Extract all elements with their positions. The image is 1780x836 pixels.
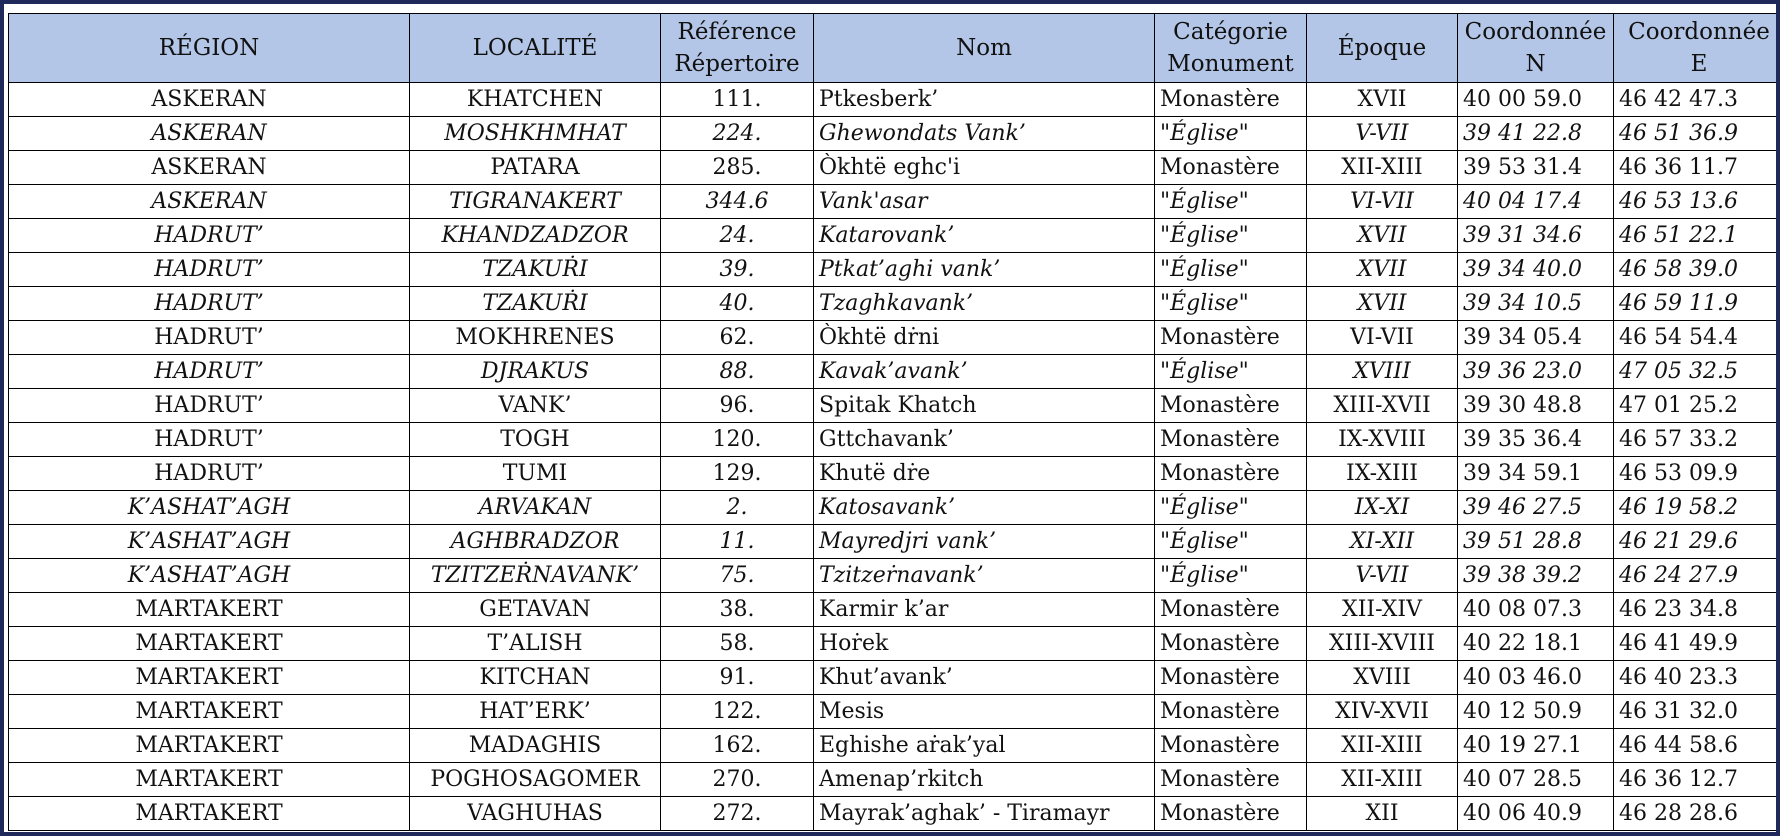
cell-coord-n[interactable]: 39 34 59.1	[1458, 457, 1614, 491]
cell-nom[interactable]: Vank'asar	[814, 185, 1155, 219]
table-row	[9, 695, 1780, 729]
cell-coord-n[interactable]: 40 07 28.5	[1458, 763, 1614, 797]
cell-epoque[interactable]: IX-XVIII	[1307, 423, 1458, 457]
cell-epoque[interactable]: V-VII	[1307, 559, 1458, 593]
cell-nom[interactable]: Gttchavank’	[814, 423, 1155, 457]
cell-coord-e[interactable]: 46 28 28.6	[1614, 797, 1780, 831]
cell-coord-n[interactable]: 39 34 40.0	[1458, 253, 1614, 287]
cell-coord-n[interactable]: 40 00 59.0	[1458, 83, 1614, 117]
cell-localite[interactable]: MADAGHIS	[410, 729, 661, 763]
cell-reference[interactable]: 40.	[661, 287, 814, 321]
cell-localite[interactable]: AGHBRADZOR	[410, 525, 661, 559]
table-row	[9, 83, 1780, 117]
cell-coord-n[interactable]: 39 36 23.0	[1458, 355, 1614, 389]
cell-coord-e[interactable]: 46 36 12.7	[1614, 763, 1780, 797]
cell-reference[interactable]: 39.	[661, 253, 814, 287]
cell-region[interactable]: HADRUT’	[9, 287, 410, 321]
cell-coord-n[interactable]: 40 03 46.0	[1458, 661, 1614, 695]
cell-reference[interactable]: 88.	[661, 355, 814, 389]
table-row	[9, 491, 1780, 525]
cell-epoque[interactable]: XI-XII	[1307, 525, 1458, 559]
cell-coord-e[interactable]: 46 51 22.1	[1614, 219, 1780, 253]
cell-epoque[interactable]: XVII	[1307, 253, 1458, 287]
cell-categorie[interactable]: Monastère	[1155, 457, 1307, 491]
cell-coord-n[interactable]: 39 38 39.2	[1458, 559, 1614, 593]
cell-epoque[interactable]: IX-XIII	[1307, 457, 1458, 491]
cell-reference[interactable]: 11.	[661, 525, 814, 559]
cell-coord-n[interactable]: 40 06 40.9	[1458, 797, 1614, 831]
table-row	[9, 627, 1780, 661]
cell-coord-e[interactable]: 46 31 32.0	[1614, 695, 1780, 729]
cell-localite[interactable]: VANK’	[410, 389, 661, 423]
cell-region[interactable]: MARTAKERT	[9, 661, 410, 695]
cell-region[interactable]: HADRUT’	[9, 355, 410, 389]
cell-epoque[interactable]: XIII-XVIII	[1307, 627, 1458, 661]
cell-coord-n[interactable]: 39 34 10.5	[1458, 287, 1614, 321]
cell-localite[interactable]: DJRAKUS	[410, 355, 661, 389]
table-body	[9, 83, 1780, 831]
cell-categorie[interactable]: "Église"	[1155, 355, 1307, 389]
cell-categorie[interactable]: "Église"	[1155, 117, 1307, 151]
cell-coord-n[interactable]: 39 41 22.8	[1458, 117, 1614, 151]
cell-categorie[interactable]: "Église"	[1155, 253, 1307, 287]
cell-region[interactable]: HADRUT’	[9, 457, 410, 491]
cell-coord-e[interactable]: 46 41 49.9	[1614, 627, 1780, 661]
cell-localite[interactable]: TOGH	[410, 423, 661, 457]
cell-coord-e[interactable]: 46 53 09.9	[1614, 457, 1780, 491]
cell-epoque[interactable]: XVII	[1307, 287, 1458, 321]
cell-nom[interactable]: Katarovank’	[814, 219, 1155, 253]
cell-localite[interactable]: GETAVAN	[410, 593, 661, 627]
cell-reference[interactable]: 62.	[661, 321, 814, 355]
cell-coord-e[interactable]: 46 59 11.9	[1614, 287, 1780, 321]
cell-region[interactable]: ASKERAN	[9, 83, 410, 117]
cell-coord-e[interactable]: 46 36 11.7	[1614, 151, 1780, 185]
cell-coord-e[interactable]: 46 53 13.6	[1614, 185, 1780, 219]
cell-region[interactable]: MARTAKERT	[9, 763, 410, 797]
cell-nom[interactable]: Khutë dṙe	[814, 457, 1155, 491]
table-row	[9, 593, 1780, 627]
table-row	[9, 287, 1780, 321]
cell-epoque[interactable]: XVII	[1307, 219, 1458, 253]
cell-region[interactable]: HADRUT’	[9, 423, 410, 457]
table-row	[9, 253, 1780, 287]
cell-epoque[interactable]: VI-VII	[1307, 185, 1458, 219]
cell-nom[interactable]: Amenap’rkitch	[814, 763, 1155, 797]
cell-localite[interactable]: MOKHRENES	[410, 321, 661, 355]
table-row	[9, 355, 1780, 389]
cell-nom[interactable]: Tzitzeṙnavank’	[814, 559, 1155, 593]
cell-region[interactable]: HADRUT’	[9, 253, 410, 287]
cell-nom[interactable]: Eghishe aṙak’yal	[814, 729, 1155, 763]
table-header	[9, 14, 1780, 83]
cell-nom[interactable]: Mayrak’aghak’ - Tiramayr	[814, 797, 1155, 831]
cell-localite[interactable]: POGHOSAGOMER	[410, 763, 661, 797]
header-nom[interactable]: Nom	[814, 14, 1155, 83]
table-row	[9, 389, 1780, 423]
header-localite[interactable]: LOCALITÉ	[410, 14, 661, 83]
table-row	[9, 457, 1780, 491]
cell-localite[interactable]: TUMI	[410, 457, 661, 491]
cell-reference[interactable]: 120.	[661, 423, 814, 457]
cell-categorie[interactable]: "Église"	[1155, 219, 1307, 253]
cell-localite[interactable]: PATARA	[410, 151, 661, 185]
cell-nom[interactable]: Karmir k’ar	[814, 593, 1155, 627]
cell-coord-e[interactable]: 47 01 25.2	[1614, 389, 1780, 423]
cell-region[interactable]: K’ASHAT’AGH	[9, 559, 410, 593]
cell-categorie[interactable]: "Église"	[1155, 559, 1307, 593]
cell-reference[interactable]: 91.	[661, 661, 814, 695]
cell-categorie[interactable]: Monastère	[1155, 661, 1307, 695]
header-coord-e[interactable]: Coordonnée E	[1614, 14, 1780, 83]
cell-region[interactable]: MARTAKERT	[9, 593, 410, 627]
cell-nom[interactable]: Hoṙek	[814, 627, 1155, 661]
cell-coord-e[interactable]: 46 21 29.6	[1614, 525, 1780, 559]
cell-categorie[interactable]: Monastère	[1155, 423, 1307, 457]
cell-region[interactable]: MARTAKERT	[9, 627, 410, 661]
cell-nom[interactable]: Òkhtë eghc'i	[814, 151, 1155, 185]
cell-coord-n[interactable]: 40 08 07.3	[1458, 593, 1614, 627]
table-row	[9, 661, 1780, 695]
cell-reference[interactable]: 272.	[661, 797, 814, 831]
cell-epoque[interactable]: XII-XIV	[1307, 593, 1458, 627]
cell-epoque[interactable]: XIII-XVII	[1307, 389, 1458, 423]
cell-coord-n[interactable]: 39 51 28.8	[1458, 525, 1614, 559]
cell-coord-n[interactable]: 39 53 31.4	[1458, 151, 1614, 185]
cell-epoque[interactable]: V-VII	[1307, 117, 1458, 151]
cell-region[interactable]: ASKERAN	[9, 151, 410, 185]
cell-epoque[interactable]: XII-XIII	[1307, 729, 1458, 763]
cell-coord-n[interactable]: 39 31 34.6	[1458, 219, 1614, 253]
cell-localite[interactable]: VAGHUHAS	[410, 797, 661, 831]
cell-coord-e[interactable]: 46 19 58.2	[1614, 491, 1780, 525]
cell-reference[interactable]: 285.	[661, 151, 814, 185]
cell-coord-e[interactable]: 46 58 39.0	[1614, 253, 1780, 287]
table-row	[9, 117, 1780, 151]
cell-reference[interactable]: 24.	[661, 219, 814, 253]
cell-reference[interactable]: 111.	[661, 83, 814, 117]
cell-region[interactable]: MARTAKERT	[9, 797, 410, 831]
cell-coord-n[interactable]: 39 34 05.4	[1458, 321, 1614, 355]
cell-reference[interactable]: 270.	[661, 763, 814, 797]
table-row	[9, 763, 1780, 797]
table-row	[9, 729, 1780, 763]
cell-coord-e[interactable]: 46 57 33.2	[1614, 423, 1780, 457]
cell-reference[interactable]: 122.	[661, 695, 814, 729]
cell-nom[interactable]: Òkhtë dṙni	[814, 321, 1155, 355]
cell-coord-n[interactable]: 39 30 48.8	[1458, 389, 1614, 423]
cell-nom[interactable]: Ptkesberk’	[814, 83, 1155, 117]
cell-epoque[interactable]: VI-VII	[1307, 321, 1458, 355]
cell-reference[interactable]: 2.	[661, 491, 814, 525]
cell-nom[interactable]: Spitak Khatch	[814, 389, 1155, 423]
cell-coord-n[interactable]: 40 22 18.1	[1458, 627, 1614, 661]
cell-categorie[interactable]: Monastère	[1155, 593, 1307, 627]
cell-localite[interactable]: HAT’ERK’	[410, 695, 661, 729]
cell-epoque[interactable]: XVIII	[1307, 355, 1458, 389]
cell-epoque[interactable]: XII-XIII	[1307, 763, 1458, 797]
cell-region[interactable]: HADRUT’	[9, 321, 410, 355]
cell-reference[interactable]: 38.	[661, 593, 814, 627]
cell-epoque[interactable]: XII	[1307, 797, 1458, 831]
cell-reference[interactable]: 344.6	[661, 185, 814, 219]
cell-categorie[interactable]: Monastère	[1155, 321, 1307, 355]
cell-categorie[interactable]: Monastère	[1155, 763, 1307, 797]
cell-nom[interactable]: Mesis	[814, 695, 1155, 729]
cell-region[interactable]: K’ASHAT’AGH	[9, 525, 410, 559]
header-reference[interactable]: Référence Répertoire	[661, 14, 814, 83]
monument-table	[8, 13, 1780, 831]
cell-region[interactable]: MARTAKERT	[9, 729, 410, 763]
cell-epoque[interactable]: XIV-XVII	[1307, 695, 1458, 729]
cell-localite[interactable]: TZITZEṘNAVANK’	[410, 559, 661, 593]
table-row	[9, 797, 1780, 831]
table-row	[9, 185, 1780, 219]
cell-coord-n[interactable]: 40 04 17.4	[1458, 185, 1614, 219]
cell-categorie[interactable]: Monastère	[1155, 83, 1307, 117]
cell-categorie[interactable]: Monastère	[1155, 695, 1307, 729]
cell-categorie[interactable]: Monastère	[1155, 729, 1307, 763]
cell-localite[interactable]: TZAKUṘI	[410, 253, 661, 287]
cell-categorie[interactable]: "Église"	[1155, 287, 1307, 321]
cell-coord-n[interactable]: 40 19 27.1	[1458, 729, 1614, 763]
table-row	[9, 423, 1780, 457]
cell-categorie[interactable]: "Église"	[1155, 525, 1307, 559]
cell-localite[interactable]: KHANDZADZOR	[410, 219, 661, 253]
cell-localite[interactable]: TIGRANAKERT	[410, 185, 661, 219]
cell-coord-e[interactable]: 46 51 36.9	[1614, 117, 1780, 151]
cell-categorie[interactable]: Monastère	[1155, 627, 1307, 661]
header-row	[9, 14, 1780, 83]
cell-region[interactable]: HADRUT’	[9, 219, 410, 253]
cell-localite[interactable]: KHATCHEN	[410, 83, 661, 117]
header-epoque[interactable]: Époque	[1307, 14, 1458, 83]
cell-reference[interactable]: 224.	[661, 117, 814, 151]
cell-region[interactable]: MARTAKERT	[9, 695, 410, 729]
cell-nom[interactable]: Kavak’avank’	[814, 355, 1155, 389]
cell-region[interactable]: K’ASHAT’AGH	[9, 491, 410, 525]
cell-nom[interactable]: Tzaghkavank’	[814, 287, 1155, 321]
cell-coord-n[interactable]: 39 46 27.5	[1458, 491, 1614, 525]
cell-coord-n[interactable]: 39 35 36.4	[1458, 423, 1614, 457]
cell-coord-e[interactable]: 46 54 54.4	[1614, 321, 1780, 355]
cell-reference[interactable]: 58.	[661, 627, 814, 661]
cell-coord-e[interactable]: 46 23 34.8	[1614, 593, 1780, 627]
cell-reference[interactable]: 75.	[661, 559, 814, 593]
table-row	[9, 525, 1780, 559]
cell-nom[interactable]: Ghewondats Vank’	[814, 117, 1155, 151]
cell-categorie[interactable]: "Église"	[1155, 491, 1307, 525]
cell-categorie[interactable]: "Église"	[1155, 185, 1307, 219]
cell-nom[interactable]: Mayredjri vank’	[814, 525, 1155, 559]
cell-categorie[interactable]: Monastère	[1155, 389, 1307, 423]
cell-epoque[interactable]: XVIII	[1307, 661, 1458, 695]
header-coord-n[interactable]: Coordonnée N	[1458, 14, 1614, 83]
cell-region[interactable]: HADRUT’	[9, 389, 410, 423]
cell-coord-e[interactable]: 46 42 47.3	[1614, 83, 1780, 117]
cell-localite[interactable]: T’ALISH	[410, 627, 661, 661]
cell-localite[interactable]: MOSHKHMHAT	[410, 117, 661, 151]
table-row	[9, 219, 1780, 253]
cell-nom[interactable]: Khut’avank’	[814, 661, 1155, 695]
cell-reference[interactable]: 96.	[661, 389, 814, 423]
cell-region[interactable]: ASKERAN	[9, 117, 410, 151]
cell-localite[interactable]: TZAKUṘI	[410, 287, 661, 321]
cell-localite[interactable]: ARVAKAN	[410, 491, 661, 525]
cell-nom[interactable]: Katosavank’	[814, 491, 1155, 525]
cell-categorie[interactable]: Monastère	[1155, 151, 1307, 185]
cell-coord-n[interactable]: 40 12 50.9	[1458, 695, 1614, 729]
cell-categorie[interactable]: Monastère	[1155, 797, 1307, 831]
cell-region[interactable]: ASKERAN	[9, 185, 410, 219]
header-region[interactable]: RÉGION	[9, 14, 410, 83]
table-row	[9, 321, 1780, 355]
table-row	[9, 151, 1780, 185]
cell-coord-e[interactable]: 46 40 23.3	[1614, 661, 1780, 695]
cell-localite[interactable]: KITCHAN	[410, 661, 661, 695]
header-categorie[interactable]: Catégorie Monument	[1155, 14, 1307, 83]
cell-epoque[interactable]: IX-XI	[1307, 491, 1458, 525]
table-row	[9, 559, 1780, 593]
cell-coord-e[interactable]: 46 24 27.9	[1614, 559, 1780, 593]
cell-nom[interactable]: Ptkat’aghi vank’	[814, 253, 1155, 287]
cell-coord-e[interactable]: 46 44 58.6	[1614, 729, 1780, 763]
cell-epoque[interactable]: XII-XIII	[1307, 151, 1458, 185]
cell-reference[interactable]: 162.	[661, 729, 814, 763]
cell-epoque[interactable]: XVII	[1307, 83, 1458, 117]
cell-coord-e[interactable]: 47 05 32.5	[1614, 355, 1780, 389]
cell-reference[interactable]: 129.	[661, 457, 814, 491]
